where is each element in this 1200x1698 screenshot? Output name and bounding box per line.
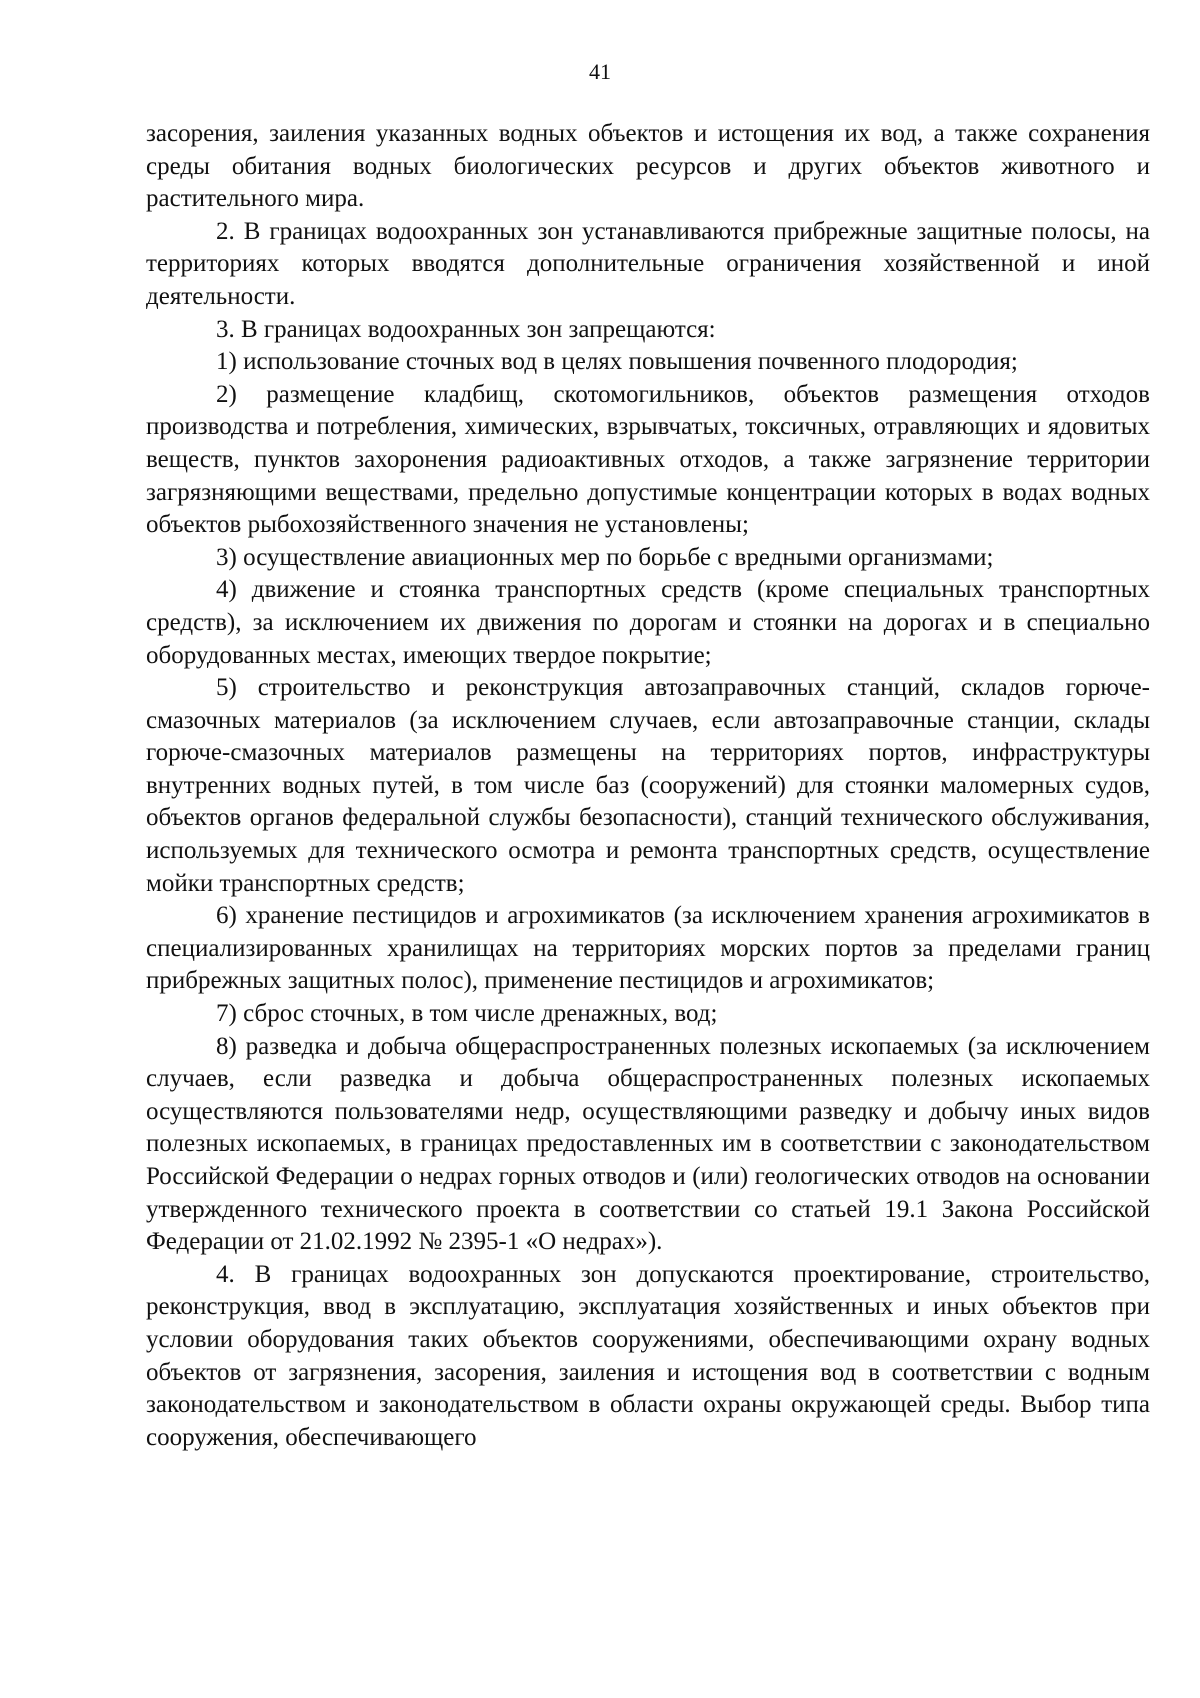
paragraph-continuation: засорения, заиления указанных водных объектов и истощения их вод, а также сохранения среды обитания водных биологических ресурсов и других объектов животного и растительного мира. <box>146 120 1150 213</box>
list-item-8: 8) разведка и добыча общераспространенных полезных ископаемых (за исключением случаев, если разведка и добыча общераспространенных полезных ископаемых осуществляются пользователями недр, осуществляющими разведку и добычу иных видов полезных ископаемых, в границах предоставленных им в соответствии с законодательством Российской Федерации о недрах горных отводов и (или) геологических отводов на основании утвержденного технического проекта в соответствии со статьей 19.1 Закона Российской Федерации от 21.02.1992 № 2395-1 «О недрах»). <box>146 1032 1150 1256</box>
document-body <box>146 118 1150 1454</box>
list-item-7: 7) сброс сточных, в том числе дренажных, вод; <box>216 1000 718 1028</box>
list-item-1: 1) использование сточных вод в целях повышения почвенного плодородия; <box>216 348 1018 376</box>
paragraph-point-2: 2. В границах водоохранных зон устанавливаются прибрежные защитные полосы, на территориях которых вводятся дополнительные ограничения хозяйственной и иной деятельности. <box>146 217 1150 310</box>
list-item-6: 6) хранение пестицидов и агрохимикатов (за исключением хранения агрохимикатов в специализированных хранилищах на территориях морских портов за пределами границ прибрежных защитных полос), применение пестицидов и агрохимикатов; <box>146 902 1150 995</box>
list-item-2: 2) размещение кладбищ, скотомогильников, объектов размещения отходов производства и потребления, химических, взрывчатых, токсичных, отравляющих и ядовитых веществ, пунктов захоронения радиоактивных отходов, а также загрязнение территории загрязняющими веществами, предельно допустимые концентрации которых в водах водных объектов рыбохозяйственного значения не установлены; <box>146 380 1150 539</box>
list-item-3: 3) осуществление авиационных мер по борьбе с вредными организмами; <box>216 543 994 571</box>
page-number: 41 <box>589 59 611 84</box>
paragraph-point-3: 3. В границах водоохранных зон запрещаются: <box>216 315 716 343</box>
list-item-5: 5) строительство и реконструкция автозаправочных станций, складов горюче-смазочных материалов (за исключением случаев, если автозаправочные станции, склады горюче-смазочных материалов размещены на территориях портов, инфраструктуры внутренних водных путей, в том числе баз (сооружений) для стоянки маломерных судов, объектов органов федеральной службы безопасности), станций технического обслуживания, используемых для технического осмотра и ремонта транспортных средств, осуществление мойки транспортных средств; <box>146 674 1150 897</box>
list-item-4: 4) движение и стоянка транспортных средств (кроме специальных транспортных средств), за исключением их движения по дорогам и стоянки на дорогах и в специально оборудованных местах, имеющих твердое покрытие; <box>146 576 1150 669</box>
paragraph-point-4: 4. В границах водоохранных зон допускаются проектирование, строительство, реконструкция, ввод в эксплуатацию, эксплуатация хозяйственных и иных объектов при условии оборудования таких объектов сооружениями, обеспечивающими охрану водных объектов от загрязнения, засорения, заиления и истощения вод в соответствии с водным законодательством и законодательством в области охраны окружающей среды. Выбор типа сооружения, обеспечивающего <box>146 1260 1150 1451</box>
